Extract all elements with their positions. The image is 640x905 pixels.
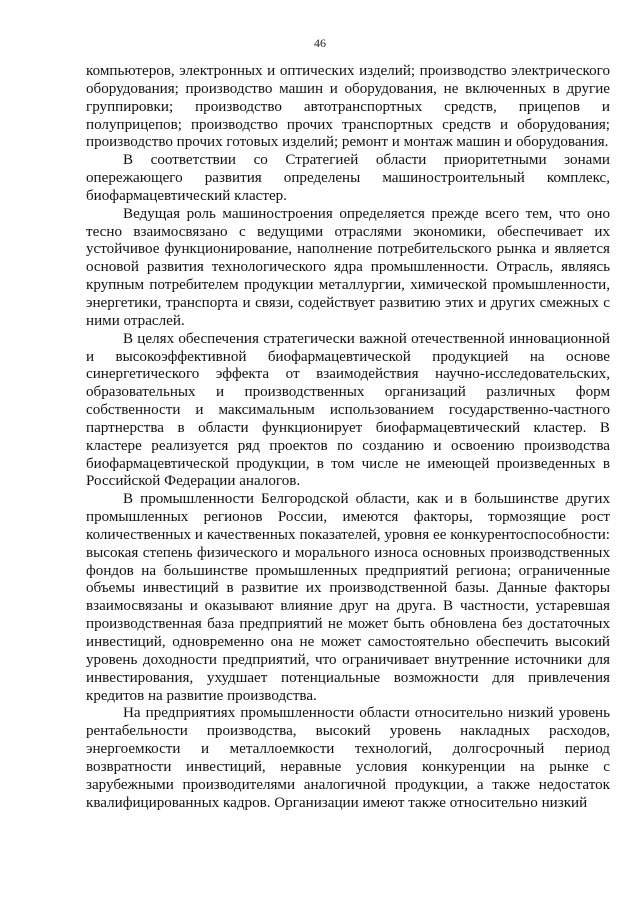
page-number: 46 <box>314 36 326 50</box>
paragraph: На предприятиях промышленности области относительно низкий уровень рентабельности производства, высокий уровень накладных расходов, энергоемкости и металлоемкости технологий, долгосрочный период возвратности инвестиций, неравные условия конкуренции на рынке с зарубежными производителями аналогичной продукции, а также недостаток квалифицированных кадров. Организации имеют также относительно низкий <box>86 705 610 811</box>
paragraph: В промышленности Белгородской области, как и в большинстве других промышленных регионов России, имеются факторы, тормозящие рост количественных и качественных показателей, уровня ее конкурентоспособности: высокая степень физического и морального износа основных производственных фондов на большинстве промышленных предприятий региона; ограниченные объемы инвестиций в развитие их производственной базы. Данные факторы взаимосвязаны и оказывают влияние друг на друга. В частности, устаревшая производственная база предприятий не может быть обновлена без достаточных инвестиций, одновременно она не может самостоятельно обеспечить высокий уровень доходности предприятий, что ограничивает внутренние источники для инвестирования, ухудшает потенциальные возможности для привлечения кредитов на развитие производства. <box>86 491 610 704</box>
paragraph: Ведущая роль машиностроения определяется прежде всего тем, что оно тесно взаимосвязано с ведущими отраслями экономики, обеспечивает их устойчивое функционирование, наполнение потребительского рынка и является основой развития технологического ядра промышленности. Отрасль, являясь крупным потребителем продукции металлургии, химической промышленности, энергетики, транспорта и связи, содействует развитию этих и других смежных с ними отраслей. <box>86 205 610 329</box>
paragraph: В соответствии со Стратегией области приоритетными зонами опережающего развития определены машиностроительный комплекс, биофармацевтический кластер. <box>86 152 610 204</box>
paragraph: В целях обеспечения стратегически важной отечественной инновационной и высокоэффективной биофармацевтической продукцией на основе синергетического эффекта от взаимодействия научно-исследовательских, образовательных и производственных организаций различных форм собственности и максимальным использованием государственно-частного партнерства в области функционирует биофармацевтический кластер. В кластере реализуется ряд проектов по созданию и освоению производства биофармацевтической продукции, в том числе не имеющей произведенных в Российской Федерации аналогов. <box>86 330 610 490</box>
paragraph-continuation: компьютеров, электронных и оптических изделий; производство электрического оборудования; производство машин и оборудования, не включенных в другие группировки; производство автотранспортных средств, прицепов и полуприцепов; производство прочих транспортных средств и оборудования; производство прочих готовых изделий; ремонт и монтаж машин и оборудования. <box>86 63 610 151</box>
document-body <box>86 63 610 812</box>
